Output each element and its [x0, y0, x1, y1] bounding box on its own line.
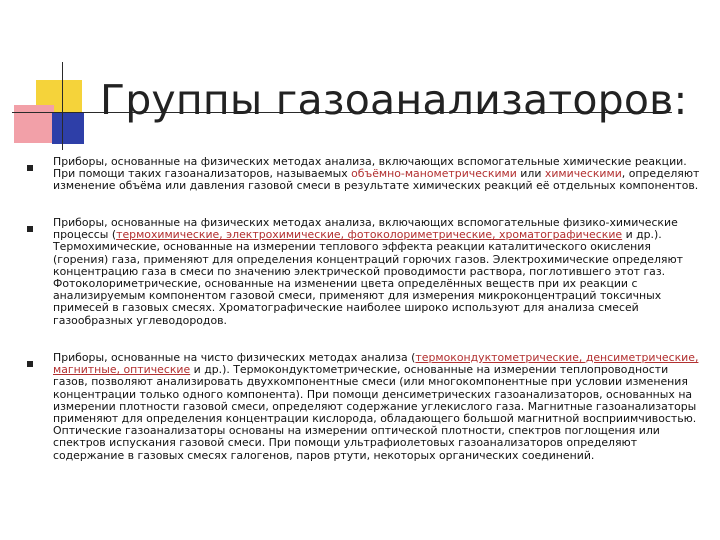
list-item-text	[53, 156, 703, 193]
text-fragment: и др.). Термокондуктометрические, основанные на измерении теплопроводности газов, позволяют анализировать двухкомпонентные смеси (или многокомпонентные при условии изменения концентрации только одного компонента). При помощи денсиметрических газоанализаторов, основанных на измерении плотности газовой смеси, определяют содержание углекислого газа. Магнитные газоанализаторы применяют для определения концентрации кислорода, обладающего большой магнитной восприимчивостью. Оптические газоанализаторы основаны на измерении оптической плотности, спектров поглощения или спектров испускания газовой смеси. При помощи ультрафиолетовых газоанализаторов определяют содержание в газовых смесях галогенов, паров ртути, некоторых органических соединений.	[53, 363, 697, 462]
list-item	[0, 156, 703, 193]
list-item-text	[53, 352, 703, 462]
text-fragment: Приборы, основанные на чисто физических методах анализа (	[53, 351, 416, 364]
list-item-text	[53, 217, 703, 327]
decor-blue-square	[52, 112, 84, 144]
text-fragment: Приборы, основанные на физических методах анализа, включающих вспомогательные физико-химические процессы (	[53, 216, 678, 242]
list-item	[0, 217, 703, 327]
text-fragment: и др.). Термохимические, основанные на измерении теплового эффекта реакции каталитического окисления (горения) газа, применяют для определения концентраций горючих газов. Электрохимические определяют концентрацию газа в смеси по значению электрической проводимости раствора, поглотившего этот газ. Фотоколориметрические, основанные на изменении цвета определённых веществ при их реакции с анализируемым компонентом газовой смеси, применяют для измерения микроконцентраций токсичных примесей в газовых смесях. Хроматографические наиболее широко используют для анализа смесей газообразных углеводородов.	[53, 228, 683, 327]
list-item	[0, 352, 703, 462]
highlighted-term: термохимические, электрохимические, фотоколориметрические, хроматографические	[116, 228, 623, 242]
highlighted-term: объёмно-манометрическими	[351, 167, 517, 181]
decor-pink-square	[14, 105, 54, 143]
bullet-icon	[27, 226, 33, 232]
text-fragment: , определяют изменение объёма или давления газовой смеси в результате химических реакций её отдельных компонентов.	[53, 167, 700, 193]
text-fragment: или	[516, 167, 545, 181]
bullet-icon	[27, 361, 33, 367]
bullet-icon	[27, 165, 33, 171]
decor-vertical-line	[62, 62, 63, 150]
highlighted-term: химическими	[544, 167, 622, 181]
highlighted-term: термокондуктометрические, денсиметрические, магнитные, оптические	[53, 351, 699, 377]
text-fragment: Приборы, основанные на физических методах анализа, включающих вспомогательные химические реакции. При помощи таких газоанализаторов, называемых	[53, 155, 687, 181]
slide-title: Группы газоанализаторов:	[100, 76, 688, 124]
